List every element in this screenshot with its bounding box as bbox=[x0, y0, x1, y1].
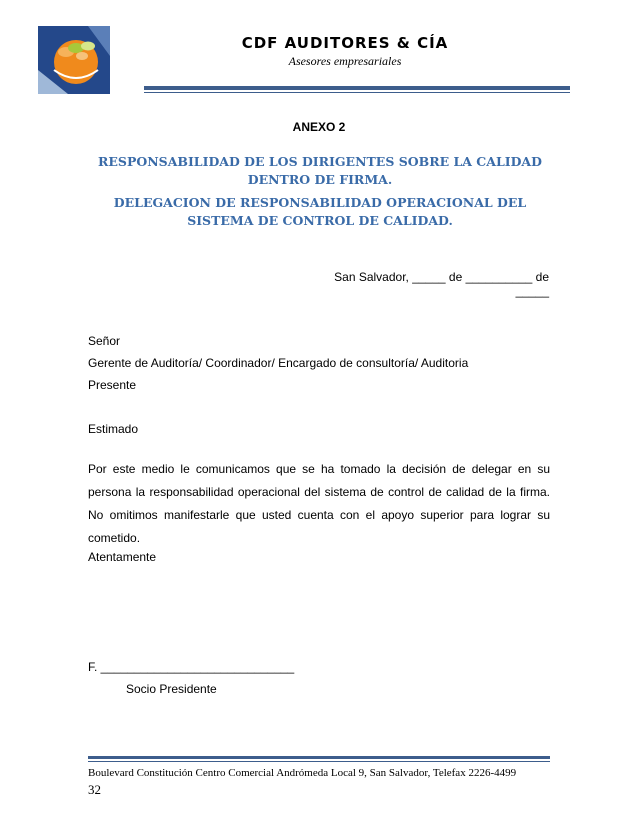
greeting: Estimado bbox=[88, 422, 139, 436]
letter-body: Por este medio le comunicamos que se ha tomado la decisión de delegar en su persona la responsabilidad operacional del sistema de control de calidad de la firma. No omitimos manifestarle que usted cuenta con el apoyo superior para lograr su cometido. bbox=[88, 462, 550, 545]
footer-address: Boulevard Constitución Centro Comercial Andrómeda Local 9, San Salvador, Telefax 2226-4499 bbox=[88, 767, 517, 779]
presente: Presente bbox=[88, 378, 137, 392]
heading-responsibility: RESPONSABILIDAD DE LOS DIRIGENTES SOBRE LA CALIDAD DENTRO DE FIRMA. bbox=[98, 154, 542, 187]
header-rule bbox=[144, 86, 570, 90]
annex-title: ANEXO 2 bbox=[292, 120, 346, 134]
footer-rule-thin bbox=[88, 761, 550, 762]
footer-rule bbox=[88, 756, 550, 759]
company-tagline: Asesores empresariales bbox=[288, 54, 402, 68]
date-line: San Salvador, _____ de __________ de _____ bbox=[334, 270, 549, 298]
signature-line: F. _____________________________ bbox=[88, 660, 295, 674]
header-rule-thin bbox=[144, 92, 570, 93]
salutation: Señor bbox=[88, 334, 121, 348]
company-logo-icon bbox=[38, 26, 110, 94]
recipient: Gerente de Auditoría/ Coordinador/ Encargado de consultoría/ Auditoria bbox=[88, 356, 469, 370]
page-number: 32 bbox=[88, 782, 101, 797]
closing: Atentamente bbox=[88, 550, 157, 564]
company-name: CDF AUDITORES & CÍA bbox=[241, 34, 449, 52]
signer-title: Socio Presidente bbox=[126, 682, 217, 696]
heading-delegation: DELEGACION DE RESPONSABILIDAD OPERACIONAL DEL SISTEMA DE CONTROL DE CALIDAD. bbox=[113, 195, 527, 228]
